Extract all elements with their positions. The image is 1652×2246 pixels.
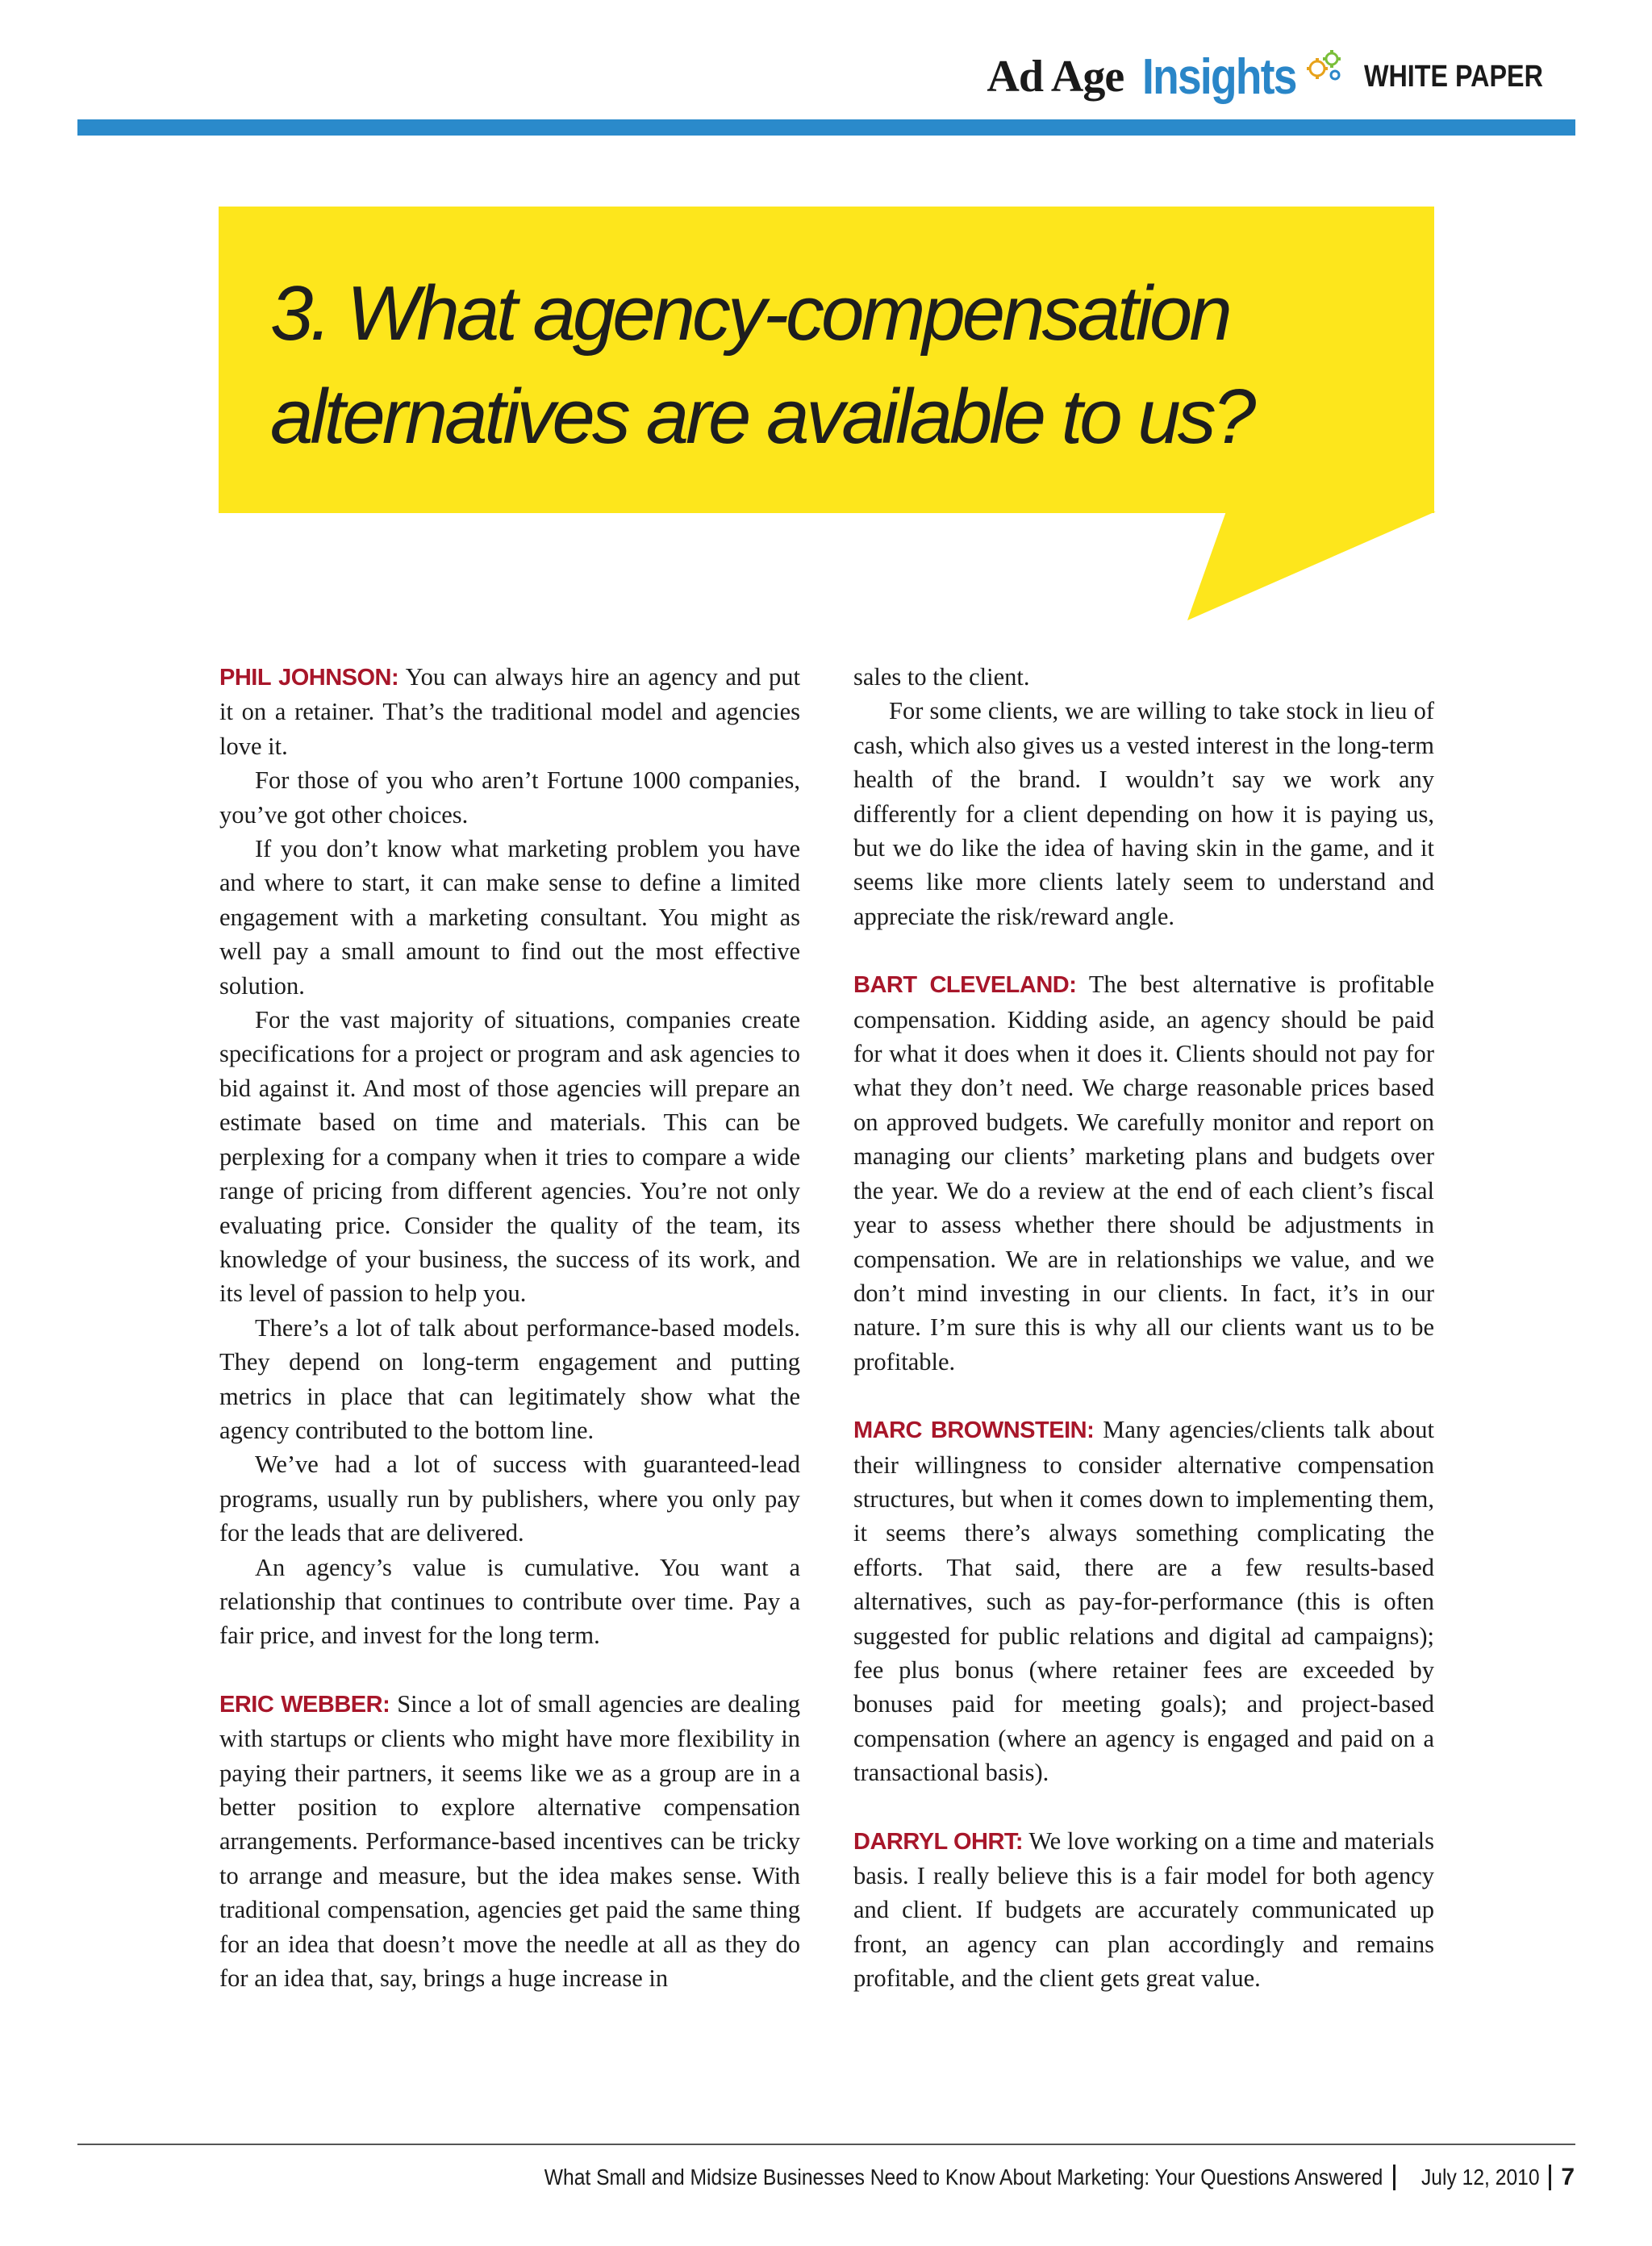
footer-separator — [1549, 2165, 1551, 2190]
publication-title: What Small and Midsize Businesses Need to Know About Marketing: Your Questions Answered — [544, 2165, 1383, 2190]
paragraph: DARRYL OHRT: We love working on a time and materials basis. I really believe this is a fair model for both agency and client. If budgets are accurately communicated up front, an agency can plan accordingly and remains profitable, and the client gets great value. — [853, 1826, 1434, 1993]
callout-tail — [1178, 511, 1436, 620]
page-number: 7 — [1561, 2164, 1575, 2190]
brand-adage: Ad Age — [987, 52, 1124, 102]
footer-separator — [1393, 2165, 1395, 2190]
masthead — [987, 40, 1575, 113]
question-title-line-1: 3. What agency-compensation — [270, 270, 1229, 357]
paragraph: sales to the client. — [853, 663, 1030, 691]
gears-icon — [1303, 44, 1346, 88]
header-rule — [77, 119, 1575, 136]
article-column-left — [219, 660, 800, 1995]
article-column-right — [853, 660, 1434, 1996]
page-footer — [430, 2164, 1575, 2191]
question-title — [270, 262, 1416, 469]
paragraph: ERIC WEBBER: Since a lot of small agencies are dealing with startups or clients who might have more flexibility in paying their partners, it seems like we as a group are in a better position to explore alternative compensation arrangements. Performance-based incentives can be tricky to arrange and measure, but the idea makes sense. With traditional compensation, agencies get paid the same thing for an idea that doesn’t move the needle at all as they do for an idea that, say, brings a huge increase in — [219, 1689, 801, 1993]
publication-date: July 12, 2010 — [1420, 2165, 1540, 2190]
paragraph: We’ve had a lot of success with guaranteed-lead programs, usually run by publishers, where you only pay for the leads that are delivered. — [219, 1451, 800, 1547]
paragraph: PHIL JOHNSON: You can always hire an agency and put it on a retainer. That’s the traditional model and agencies love it. — [219, 663, 800, 760]
paragraph: There’s a lot of talk about performance-based models. They depend on long-term engagement and putting metrics in place that can legitimately show what the agency contributed to the bottom line. — [219, 1313, 800, 1444]
paragraph: For those of you who aren’t Fortune 1000 companies, you’ve got other choices. — [219, 766, 800, 829]
paragraph: For the vast majority of situations, companies create specifications for a project or program and ask agencies to bid against it. And most of those agencies will prepare an estimate based on time and materials. This can be perplexing for a company when it tries to compare a wide range of pricing from different agencies. You’re not only evaluating price. Consider the quality of the team, its knowledge of your business, the success of its work, and its level of passion to help you. — [219, 1006, 800, 1308]
paragraph: For some clients, we are willing to take stock in lieu of cash, which also gives us a vested interest in the long-term health of the brand. I wouldn’t say we work any differently for a client depending on how it is paying us, but we do like the idea of having skin in the game, and it seems like more clients lately seem to understand and appreciate the risk/reward angle. — [853, 697, 1434, 930]
speaker-name: MARC BROWNSTEIN: — [853, 1417, 1095, 1444]
speaker-name: PHIL JOHNSON: — [219, 665, 399, 691]
speaker-name: ERIC WEBBER: — [219, 1691, 390, 1718]
paragraph: An agency’s value is cumulative. You want a relationship that continues to contribute over time. Pay a fair price, and invest for the long term. — [219, 1553, 800, 1650]
brand-insights: Insights — [1142, 48, 1296, 105]
white-paper-label: WHITE PAPER — [1363, 59, 1543, 94]
paragraph: BART CLEVELAND: The best alternative is profitable compensation. Kidding aside, an agency should be paid for what it does when it does it. Clients should not pay for what they don’t need. We charge reasonable prices based on approved budgets. We carefully monitor and report on managing our clients’ marketing plans and budgets over the year. We do a review at the end of each client’s fiscal year to assess whether there should be adjustments in compensation. We are in relationships we value, and we don’t mind investing in our clients. In fact, it’s in our nature. I’m sure this is why all our clients want us to be profitable. — [853, 971, 1434, 1376]
question-title-line-2: alternatives are available to us? — [270, 374, 1254, 460]
speaker-name: BART CLEVELAND: — [853, 972, 1077, 999]
footer-rule — [77, 2144, 1575, 2145]
paragraph: If you don’t know what marketing problem you have and where to start, it can make sense to define a limited engagement with a marketing consultant. You might as well pay a small amount to find out the most effective solution. — [219, 835, 800, 1000]
speaker-name: DARRYL OHRT: — [853, 1828, 1024, 1855]
paragraph: MARC BROWNSTEIN: Many agencies/clients talk about their willingness to consider alternative compensation structures, but when it comes down to implementing them, it seems there’s always something complicating the efforts. That said, there are a few results-based alternatives, such as pay-for-performance (this is often suggested for public relations and digital ad campaigns); fee plus bonus (where retainer fees are exceeded by bonuses paid for meeting goals); and project-based compensation (where an agency is engaged and paid on a transactional basis). — [853, 1416, 1435, 1787]
